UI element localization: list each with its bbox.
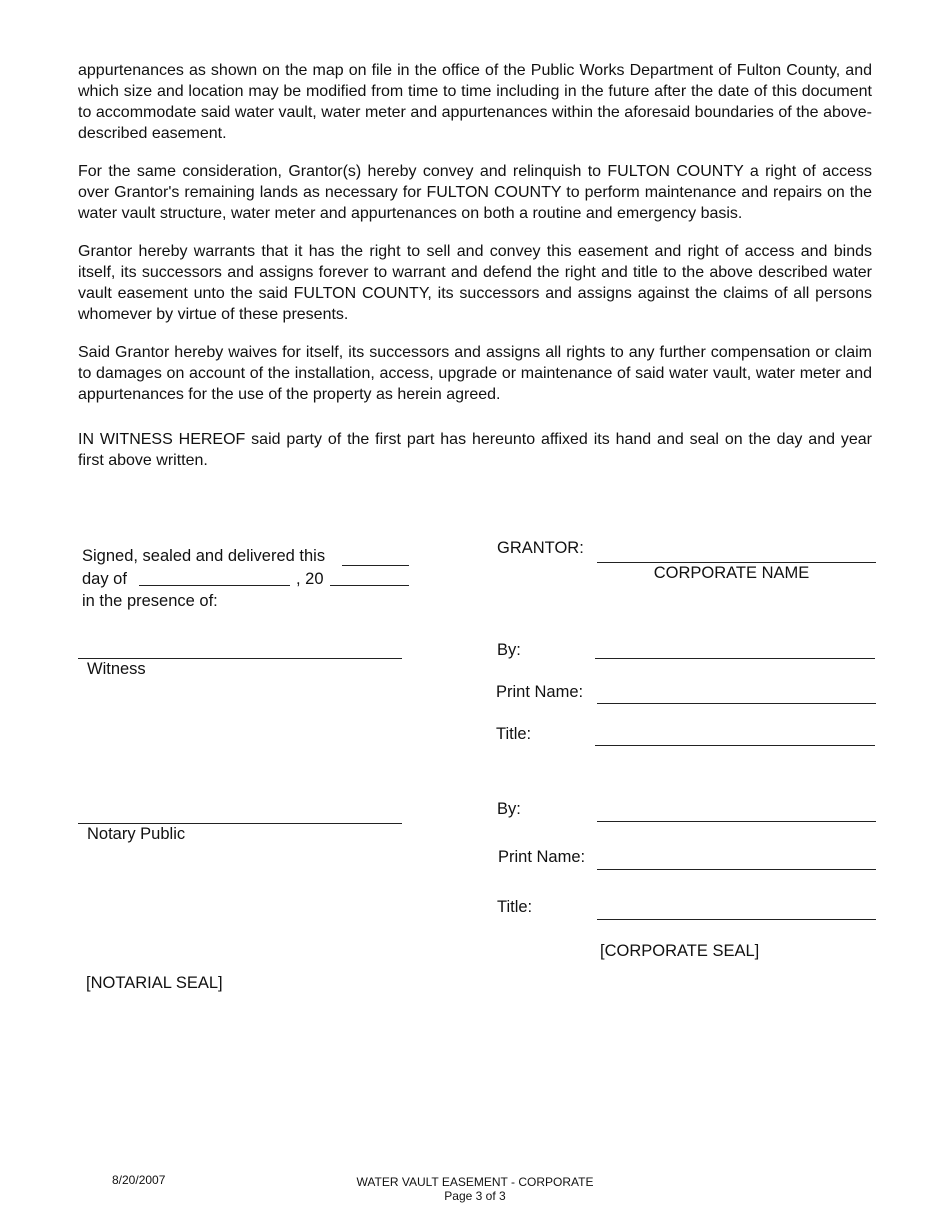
- notarial-seal-label: [NOTARIAL SEAL]: [86, 974, 223, 992]
- paragraph-in-witness: IN WITNESS HEREOF said party of the first part has hereunto affixed its hand and seal on the day and year first above written.: [78, 431, 872, 469]
- month-line[interactable]: [139, 585, 290, 586]
- corporate-name-label: CORPORATE NAME: [653, 564, 810, 582]
- day-of-label: day of: [82, 570, 127, 588]
- by-signature-line-1[interactable]: [595, 658, 875, 659]
- title-line-1[interactable]: [595, 745, 875, 746]
- title-label-1: Title:: [496, 725, 532, 743]
- footer-page-number: Page 3 of 3: [444, 1189, 506, 1203]
- grantor-label: GRANTOR:: [497, 539, 584, 557]
- paragraph-warranty: Grantor hereby warrants that it has the right to sell and convey this easement and right of access and binds itself, its successors and assigns forever to warrant and defend the right and title to the above described water vault easement unto the said FULTON COUNTY, its successors and assigns against the claims of all persons whomever by virtue of these presents.: [78, 243, 872, 323]
- presence-label: in the presence of:: [82, 592, 218, 610]
- witness-label: Witness: [87, 660, 146, 678]
- paragraph-right-of-access: For the same consideration, Grantor(s) hereby convey and relinquish to FULTON COUNTY a right of access over Grantor's remaining lands as necessary for FULTON COUNTY to perform maintenance and repairs on the water vault structure, water meter and appurtenances on both a routine and emergency basis.: [78, 163, 872, 222]
- title-label-2: Title:: [497, 898, 533, 916]
- by-signature-line-2[interactable]: [597, 821, 876, 822]
- by-label-2: By:: [497, 800, 521, 818]
- paragraph-waiver: Said Grantor hereby waives for itself, its successors and assigns all rights to any further compensation or claim to damages on account of the installation, access, upgrade or maintenance of said water vault, water meter and appurtenances for the use of the property as herein agreed.: [78, 344, 872, 403]
- paragraph-appurtenances: appurtenances as shown on the map on file in the office of the Public Works Department of Fulton County, and which size and location may be modified from time to time including in the future after the date of this document to accommodate said water vault, water meter and appurtenances within the aforesaid boundaries of the above-described easement.: [78, 62, 872, 142]
- footer-document-title: WATER VAULT EASEMENT - CORPORATE: [356, 1175, 594, 1189]
- print-name-label-1: Print Name:: [496, 683, 584, 701]
- print-name-label-2: Print Name:: [498, 848, 586, 866]
- by-label-1: By:: [497, 641, 521, 659]
- year-line[interactable]: [330, 585, 409, 586]
- year-prefix-label: , 20: [296, 570, 324, 588]
- title-line-2[interactable]: [597, 919, 876, 920]
- notary-public-label: Notary Public: [87, 825, 186, 843]
- print-name-line-1[interactable]: [597, 703, 876, 704]
- footer-date: 8/20/2007: [112, 1173, 166, 1187]
- print-name-line-2[interactable]: [597, 869, 876, 870]
- signed-day-line[interactable]: [342, 565, 409, 566]
- corporate-seal-label: [CORPORATE SEAL]: [600, 942, 760, 960]
- signed-sealed-label: Signed, sealed and delivered this: [82, 547, 326, 565]
